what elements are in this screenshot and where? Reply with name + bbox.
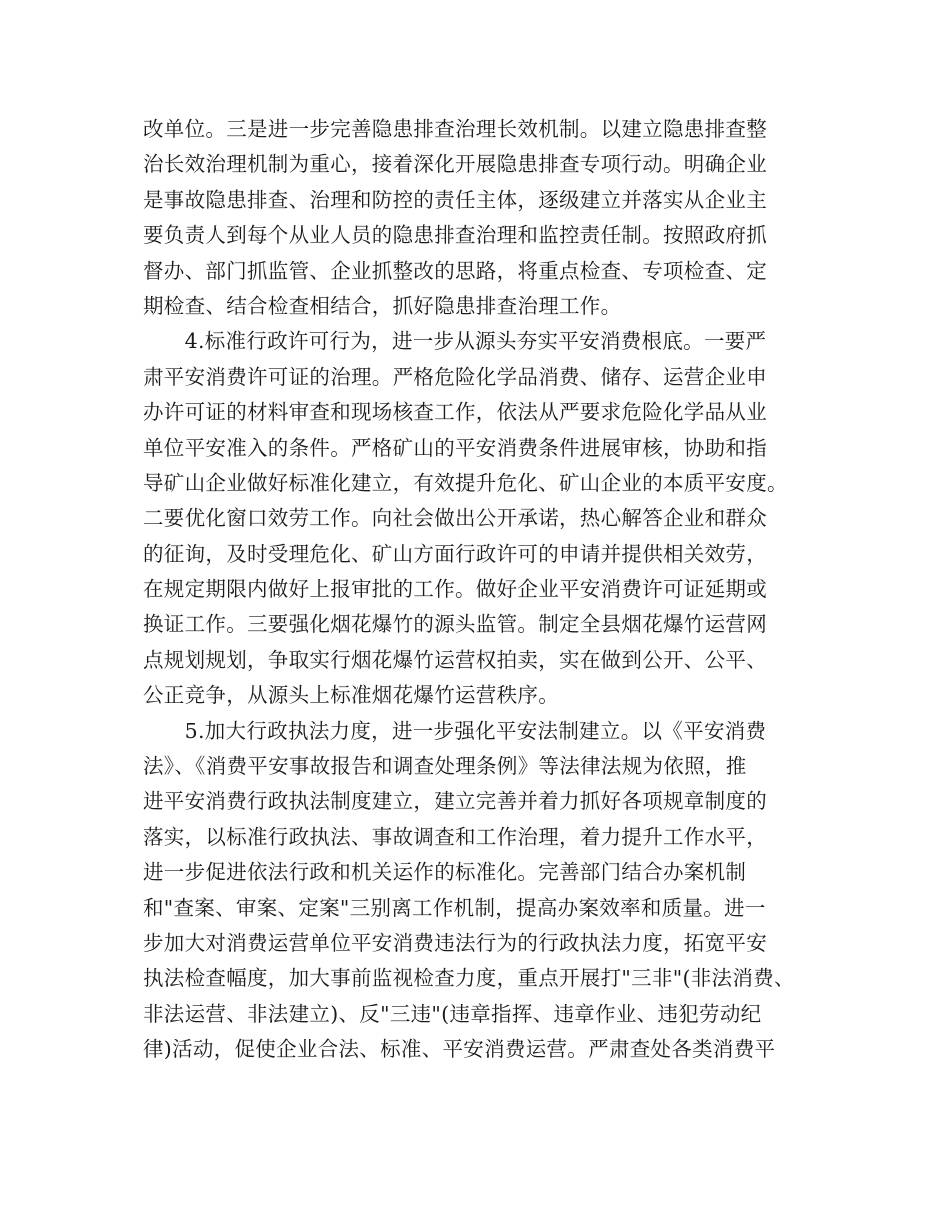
- text-line: 要负责人到每个从业人员的隐患排查治理和监控责任制。按照政府抓: [143, 223, 767, 248]
- text-line: 督办、部门抓监管、企业抓整改的思路，将重点检查、专项检查、定: [143, 258, 767, 283]
- text-line: 法》、《消费平安事故报告和调查处理条例》等法律法规为依照，推: [143, 754, 747, 779]
- text-line: 的征询，及时受理危化、矿山方面行政许可的申请并提供相关效劳，: [143, 541, 767, 566]
- text-line: 非法运营、非法建立)、反"三违"(违章指挥、违章作业、违犯劳动纪: [143, 1001, 762, 1026]
- text-line: 落实，以标准行政执法、事故调查和工作治理，着力提升工作水平，: [143, 824, 767, 849]
- text-line: 期检查、结合检查相结合，抓好隐患排查治理工作。: [143, 293, 622, 318]
- text-line: 进一步促进依法行政和机关运作的标准化。完善部门结合办案机制: [143, 860, 747, 885]
- text-line: 肃平安消费许可证的治理。严格危险化学品消费、储存、运营企业申: [143, 364, 767, 389]
- text-line: 治长效治理机制为重心，接着深化开展隐患排查专项行动。明确企业: [143, 152, 767, 177]
- text-line: 和"查案、审案、定案"三别离工作机制，提高办案效率和质量。进一: [143, 895, 766, 920]
- text-line: 4.标准行政许可行为，进一步从源头夯实平安消费根底。一要严: [143, 329, 767, 354]
- text-line: 进平安消费行政执法制度建立，建立完善并着力抓好各项规章制度的: [143, 789, 767, 814]
- text-line: 步加大对消费运营单位平安消费违法行为的行政执法力度，拓宽平安: [143, 930, 767, 955]
- text-line: 导矿山企业做好标准化建立，有效提升危化、矿山企业的本质平安度。: [143, 470, 788, 495]
- text-line: 办许可证的材料审查和现场核查工作，依法从严要求危险化学品从业: [143, 400, 767, 425]
- text-line: 二要优化窗口效劳工作。向社会做出公开承诺，热心解答企业和群众: [143, 506, 767, 531]
- text-line: 律)活动，促使企业合法、标准、平安消费运营。严肃查处各类消费平: [143, 1037, 776, 1062]
- body-text: [143, 112, 813, 1068]
- text-line: 是事故隐患排查、治理和防控的责任主体，逐级建立并落实从企业主: [143, 187, 767, 212]
- text-line: 点规划规划，争取实行烟花爆竹运营权拍卖，实在做到公开、公平、: [143, 647, 767, 672]
- text-line: 5.加大行政执法力度，进一步强化平安法制建立。以《平安消费: [143, 718, 767, 743]
- text-line: 公正竞争，从源头上标准烟花爆竹运营秩序。: [143, 683, 559, 708]
- text-line: 单位平安准入的条件。严格矿山的平安消费条件进展审核，协助和指: [143, 435, 767, 460]
- text-line: 在规定期限内做好上报审批的工作。做好企业平安消费许可证延期或: [143, 577, 767, 602]
- text-line: 换证工作。三要强化烟花爆竹的源头监管。制定全县烟花爆竹运营网: [143, 612, 767, 637]
- text-line: 执法检查幅度，加大事前监视检查力度，重点开展打"三非"(非法消费、: [143, 966, 795, 991]
- text-line: 改单位。三是进一步完善隐患排查治理长效机制。以建立隐患排查整: [143, 117, 767, 141]
